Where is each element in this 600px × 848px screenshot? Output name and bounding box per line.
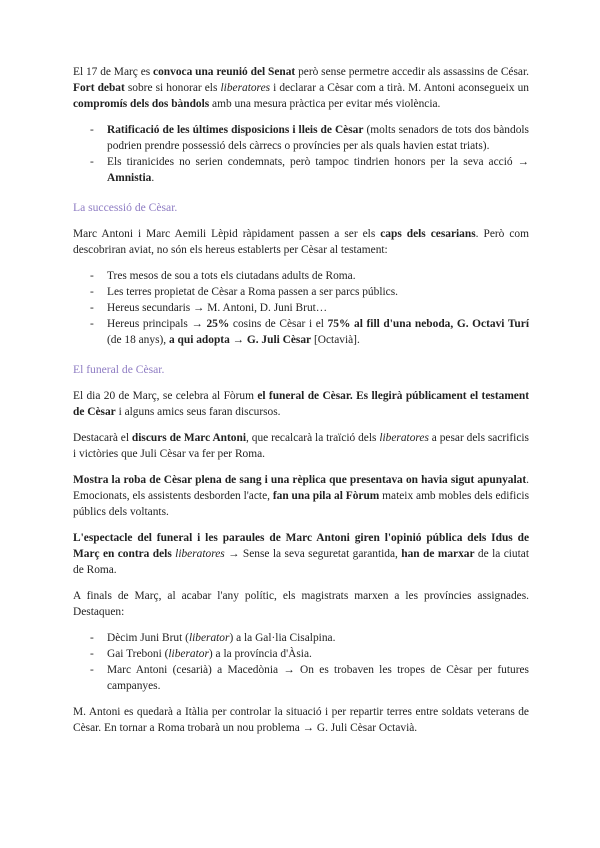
text: El 17 de Març es: [73, 66, 154, 78]
text: Dècim Juni Brut (: [107, 632, 189, 644]
text: . Emocionats, els assistents desborden l'acte,: [73, 474, 529, 502]
text: Marc Antoni (cesarià) a Macedònia → On es trobaven les tropes de Cèsar per futures campanyes.: [107, 664, 529, 692]
list-item: - Hereus secundaris → M. Antoni, D. Juni Brut…: [73, 300, 529, 316]
paragraph-provinces: A finals de Març, al acabar l'any polític, els magistrats marxen a les províncies assignades. Destaquen:: [73, 590, 529, 618]
list-testament: [73, 268, 529, 348]
text: amb una mesura pràctica per evitar més violència.: [209, 98, 441, 110]
bold-text: discurs de Marc Antoni: [131, 432, 247, 444]
italic-text: liberatores: [220, 82, 271, 94]
text: ) a la província d'Àsia.: [208, 648, 312, 660]
list-item: [73, 122, 529, 154]
text: Destacarà el: [73, 432, 132, 444]
paragraph-public-opinion: [73, 530, 529, 578]
text: i alguns amics seus faran discursos.: [115, 406, 281, 418]
text: de la ciutat de Roma.: [73, 548, 529, 576]
text: cosins de Cèsar i el: [229, 318, 328, 330]
bold-text: el funeral de Cèsar. Es llegirà públicament el testament de Cèsar: [73, 390, 529, 418]
text: (molts senadors de tots dos bàndols podrien prendre possessió dels càrrecs o províncies per als quals havien estat triats).: [107, 124, 529, 152]
text: i declarar a Cèsar com a tirà. M. Antoni aconsegueix un: [270, 82, 529, 94]
text: [Octavià].: [311, 334, 360, 346]
list-item: [73, 154, 529, 186]
text: a pesar dels sacrificis i victòries que Juli Cèsar va fer per Roma.: [73, 432, 529, 460]
text: Gai Treboni (: [107, 648, 169, 660]
bold-text: fan una pila al Fòrum: [272, 490, 380, 502]
italic-text: liberatores: [379, 432, 429, 444]
italic-text: liberator: [168, 648, 209, 660]
bold-text: 75% al fill d'una neboda, G. Octavi Turí: [327, 318, 529, 330]
text: →: [229, 334, 247, 346]
bold-text: 25%: [206, 318, 230, 330]
text: . Però com descobriran aviat, no són els hereus establerts per Cèsar al testament:: [73, 228, 529, 256]
bold-text: Ratificació de les últimes disposicions i lleis de Cèsar: [107, 124, 364, 136]
bold-text: han de marxar: [401, 548, 475, 560]
bold-text: Mostra la roba de Cèsar plena de sang i una rèplica que presentava on havia sigut apunyalat: [73, 474, 527, 486]
text: , que recalcarà la traïció dels: [246, 432, 380, 444]
bold-text: caps dels cesarians: [380, 228, 476, 240]
bold-text: convoca una reunió del Senat: [153, 66, 296, 78]
paragraph-heirs: [73, 226, 529, 258]
list-item: [73, 662, 529, 694]
text: Hereus principals →: [107, 318, 207, 330]
list-item: - Tres mesos de sou a tots els ciutadans adults de Roma.: [73, 268, 529, 284]
italic-text: liberatores: [175, 548, 225, 560]
text: El dia 20 de Març, se celebra al Fòrum: [73, 390, 258, 402]
text: .: [151, 172, 155, 184]
list-item: [73, 316, 529, 348]
text: sobre si honorar els: [124, 82, 221, 94]
italic-text: liberator: [188, 632, 230, 644]
list-provinces: [73, 630, 529, 694]
text: ) a la Gal·lia Cisalpina.: [229, 632, 336, 644]
list-item: - Les terres propietat de Cèsar a Roma passen a ser parcs públics.: [73, 284, 529, 300]
bold-text: L'espectacle del funeral i les paraules de Marc Antoni giren l'opinió pública dels Idus de Març en contra dels: [73, 532, 529, 560]
text: però sense permetre accedir als assassins de César.: [295, 66, 529, 78]
text: Els tiranicides no serien condemnats, però tampoc tindrien honors per la seva acció →: [107, 156, 529, 168]
text: → Sense la seva seguretat garantida,: [224, 548, 402, 560]
bold-text: Amnistia: [107, 172, 152, 184]
paragraph-senate-meeting: [73, 64, 529, 112]
bold-text: Fort debat: [73, 82, 125, 94]
text: Marc Antoni i Marc Aemili Lèpid ràpidament passen a ser els: [73, 228, 381, 240]
paragraph-funeral-date: [73, 388, 529, 420]
paragraph-antony-italy: M. Antoni es quedarà a Itàlia per controlar la situació i per repartir terres entre soldats veterans de Cèsar. En tornar a Roma trobarà un nou problema → G. Juli Cèsar Octavià.: [73, 706, 529, 734]
text: mateix amb mobles dels edificis públics dels voltants.: [73, 490, 530, 518]
heading-funeral: El funeral de Cèsar.: [73, 363, 165, 376]
list-item: [73, 646, 529, 662]
bold-text: compromís dels dos bàndols: [73, 98, 210, 110]
paragraph-speech: [73, 430, 529, 462]
heading-succession: La successió de Cèsar.: [73, 201, 178, 214]
paragraph-bloody-robe: [73, 472, 529, 520]
text: (de 18 anys),: [107, 334, 169, 346]
bold-text: G. Juli Cèsar: [246, 334, 312, 346]
list-compromise: [73, 122, 529, 186]
bold-text: a qui adopta: [169, 334, 230, 346]
document-page: [73, 64, 529, 746]
list-item: [73, 630, 529, 646]
